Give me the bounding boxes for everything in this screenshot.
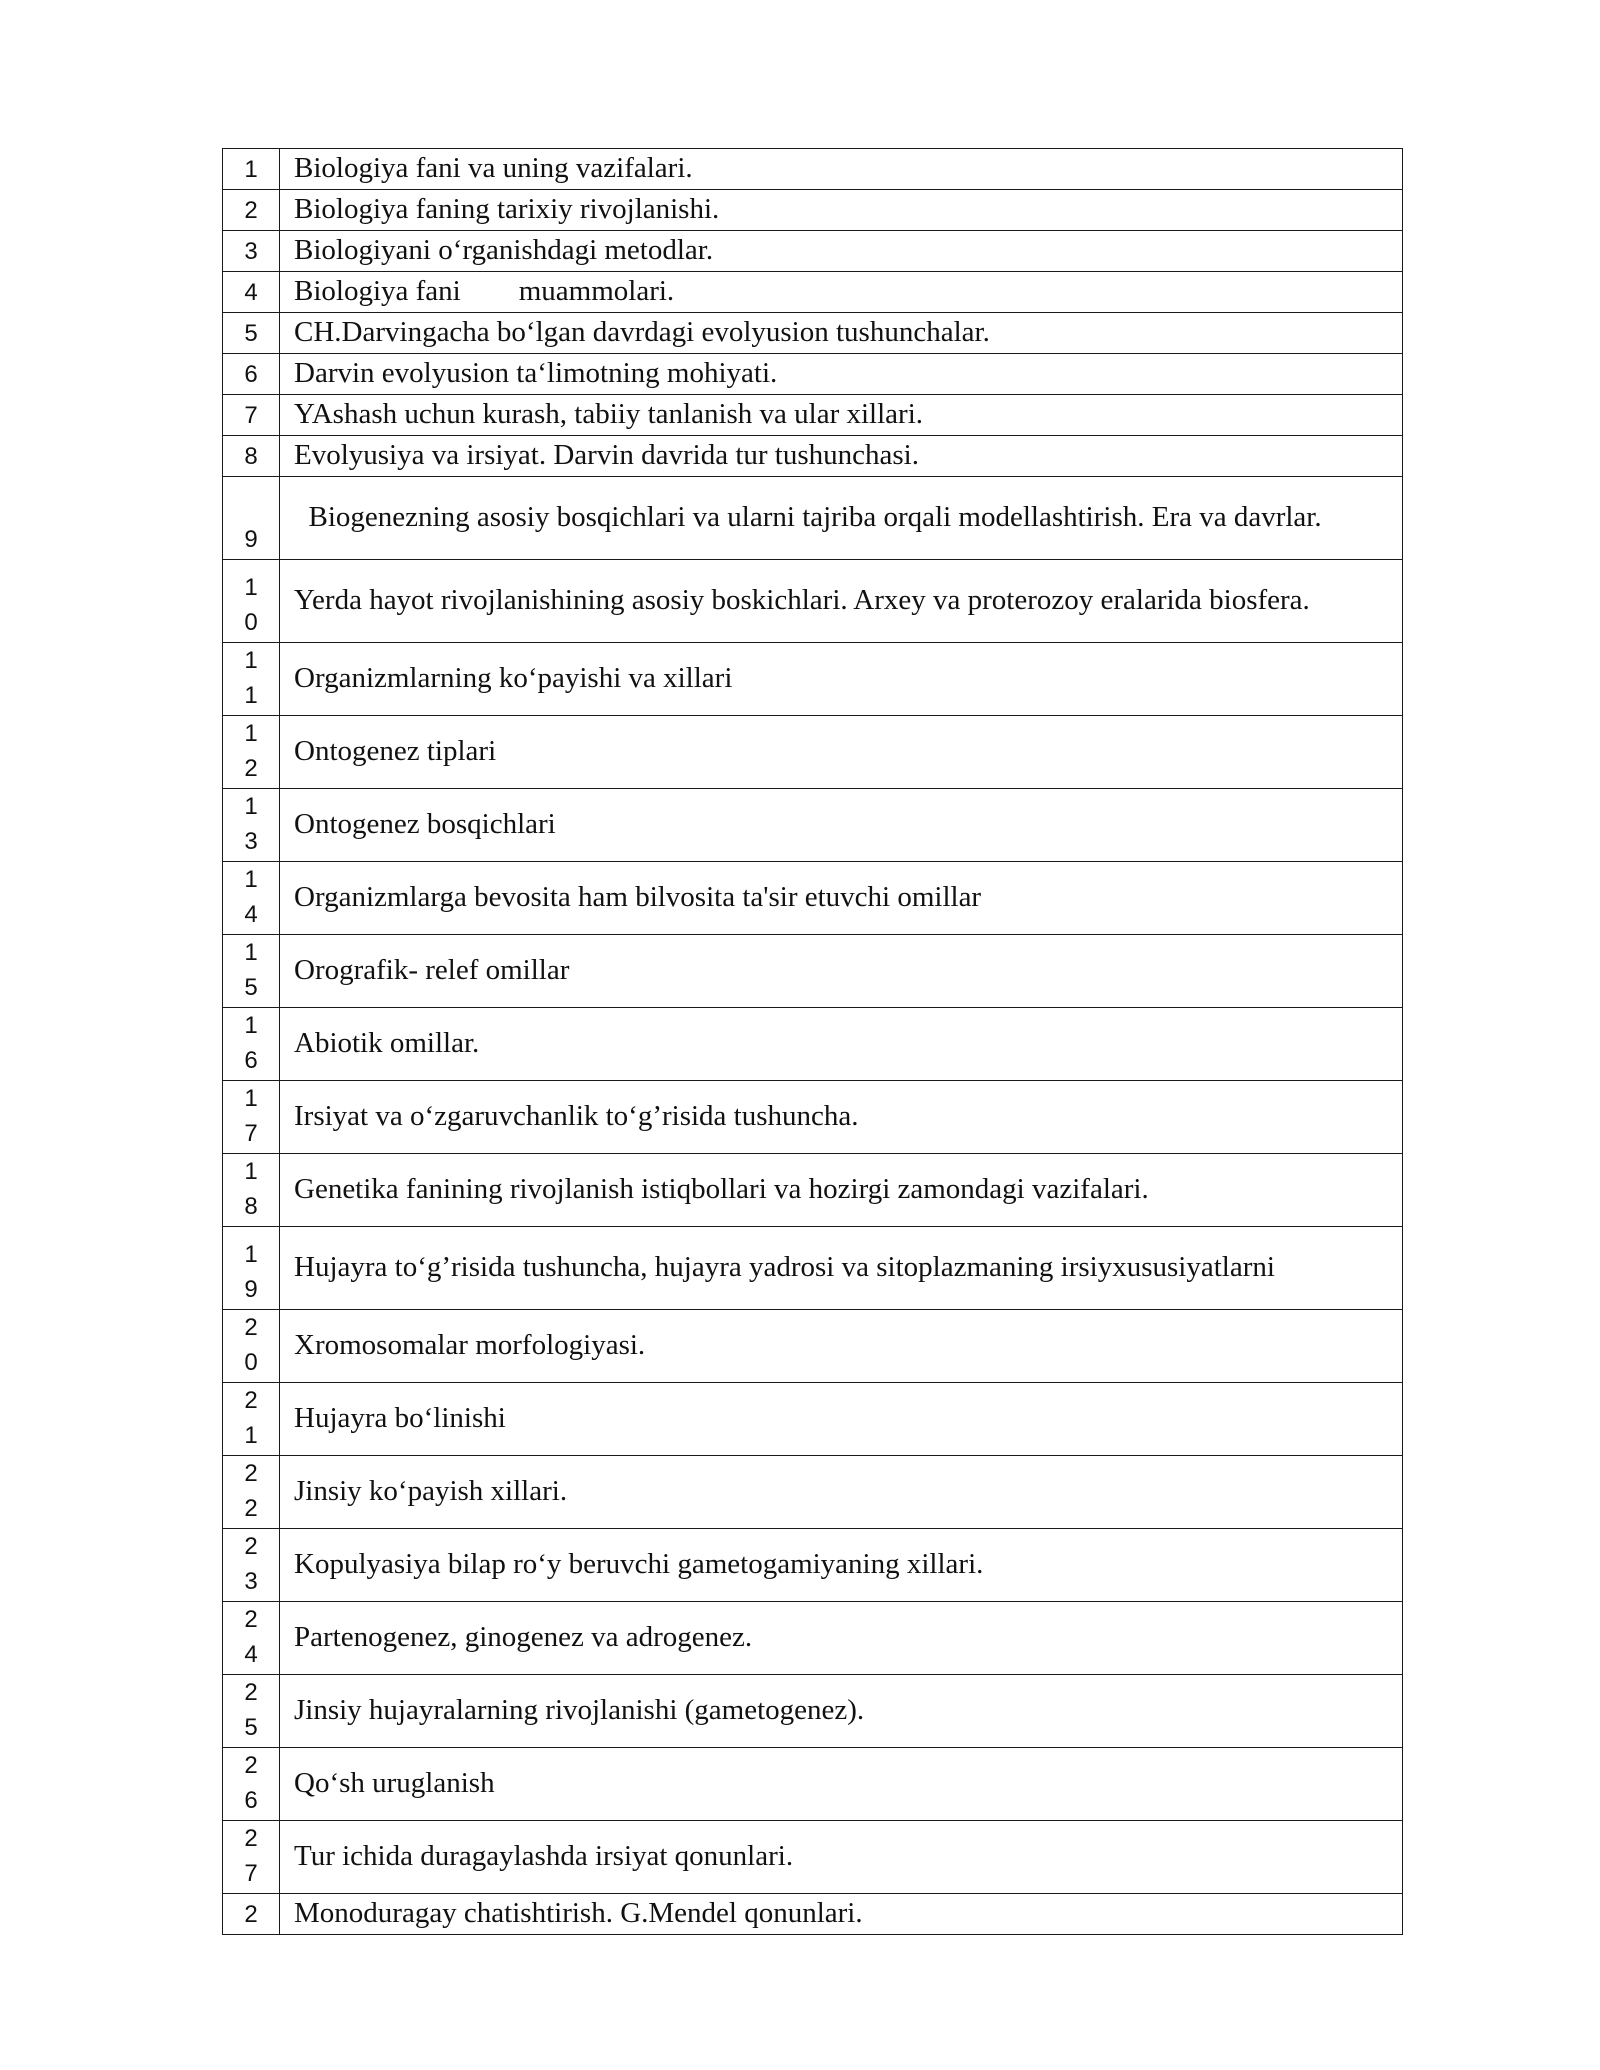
topic-cell: Yerda hayot rivojlanishining asosiy boskichlari. Arxey va proterozoy eralarida biosfera.	[280, 560, 1403, 643]
topic-cell: Abiotik omillar.	[280, 1008, 1403, 1081]
table-row	[223, 1081, 1403, 1154]
row-number-cell	[223, 1310, 280, 1383]
row-number-cell	[223, 935, 280, 1008]
row-number: 26	[244, 1752, 258, 1814]
row-number: 7	[244, 402, 258, 429]
row-number-cell	[223, 789, 280, 862]
topic-cell: Hujayra bo‘linishi	[280, 1383, 1403, 1456]
row-number-cell	[223, 1675, 280, 1748]
table-row	[223, 231, 1403, 272]
table-row	[223, 1383, 1403, 1456]
topic-cell: Organizmlarga bevosita ham bilvosita ta'sir etuvchi omillar	[280, 862, 1403, 935]
row-number-cell	[223, 313, 280, 354]
row-number: 1	[244, 156, 258, 183]
row-number: 9	[244, 526, 258, 553]
table-row	[223, 1602, 1403, 1675]
topic-cell: Biologiya faning tarixiy rivojlanishi.	[280, 190, 1403, 231]
table-row	[223, 789, 1403, 862]
topic-cell: Biologiya fani va uning vazifalari.	[280, 149, 1403, 190]
table-row	[223, 1008, 1403, 1081]
row-number-cell	[223, 862, 280, 935]
topic-cell: Biogenezning asosiy bosqichlari va ularni tajriba orqali modellashtirish. Era va davrlar.	[280, 477, 1403, 560]
table-row	[223, 354, 1403, 395]
row-number: 13	[244, 793, 258, 855]
row-number-cell	[223, 1748, 280, 1821]
table-row	[223, 560, 1403, 643]
row-number-cell	[223, 643, 280, 716]
row-number-cell	[223, 1383, 280, 1456]
table-row	[223, 1310, 1403, 1383]
table-row	[223, 862, 1403, 935]
table-row	[223, 1529, 1403, 1602]
row-number: 3	[244, 238, 258, 265]
row-number: 22	[244, 1460, 258, 1522]
row-number-cell	[223, 477, 280, 560]
topic-cell: Ontogenez bosqichlari	[280, 789, 1403, 862]
topic-cell: Organizmlarning ko‘payishi va xillari	[280, 643, 1403, 716]
row-number: 11	[244, 647, 258, 709]
table-row	[223, 313, 1403, 354]
row-number: 10	[244, 574, 258, 636]
topic-cell: Darvin evolyusion ta‘limotning mohiyati.	[280, 354, 1403, 395]
topic-cell: Kopulyasiya bilap ro‘y beruvchi gametogamiyaning xillari.	[280, 1529, 1403, 1602]
row-number: 18	[244, 1158, 258, 1220]
row-number-cell	[223, 716, 280, 789]
table-row	[223, 395, 1403, 436]
row-number: 19	[244, 1241, 258, 1303]
row-number-cell	[223, 354, 280, 395]
row-number-cell	[223, 395, 280, 436]
row-number-cell	[223, 1456, 280, 1529]
topic-cell: YAshash uchun kurash, tabiiy tanlanish va ular xillari.	[280, 395, 1403, 436]
row-number: 2	[244, 1901, 258, 1928]
table-row	[223, 190, 1403, 231]
row-number: 2	[244, 197, 258, 224]
topic-cell: Orografik- relef omillar	[280, 935, 1403, 1008]
row-number: 5	[244, 320, 258, 347]
topic-cell: Jinsiy hujayralarning rivojlanishi (gametogenez).	[280, 1675, 1403, 1748]
topic-cell: Biologiya fani muammolari.	[280, 272, 1403, 313]
row-number-cell	[223, 1154, 280, 1227]
topic-cell: Tur ichida duragaylashda irsiyat qonunlari.	[280, 1821, 1403, 1894]
table-row	[223, 1456, 1403, 1529]
row-number-cell	[223, 1821, 280, 1894]
row-number: 17	[244, 1085, 258, 1147]
table-row	[223, 1675, 1403, 1748]
table-row	[223, 716, 1403, 789]
table-row	[223, 149, 1403, 190]
row-number: 4	[244, 279, 258, 306]
row-number: 6	[244, 361, 258, 388]
table-row	[223, 1748, 1403, 1821]
table-row	[223, 272, 1403, 313]
table-row	[223, 643, 1403, 716]
row-number: 15	[244, 939, 258, 1001]
row-number: 16	[244, 1012, 258, 1074]
row-number: 23	[244, 1533, 258, 1595]
topic-cell: Genetika fanining rivojlanish istiqbollari va hozirgi zamondagi vazifalari.	[280, 1154, 1403, 1227]
table-row	[223, 436, 1403, 477]
topic-cell: Jinsiy ko‘payish xillari.	[280, 1456, 1403, 1529]
topic-cell: Xromosomalar morfologiyasi.	[280, 1310, 1403, 1383]
topic-cell: Monoduragay chatishtirish. G.Mendel qonunlari.	[280, 1894, 1403, 1935]
topic-cell: Qo‘sh uruglanish	[280, 1748, 1403, 1821]
row-number-cell	[223, 190, 280, 231]
topic-cell: CH.Darvingacha bo‘lgan davrdagi evolyusion tushunchalar.	[280, 313, 1403, 354]
row-number: 20	[244, 1314, 258, 1376]
row-number-cell	[223, 1081, 280, 1154]
table-row	[223, 1154, 1403, 1227]
row-number: 8	[244, 443, 258, 470]
row-number: 14	[244, 866, 258, 928]
row-number-cell	[223, 149, 280, 190]
row-number-cell	[223, 272, 280, 313]
row-number: 21	[244, 1387, 258, 1449]
table-row	[223, 1821, 1403, 1894]
row-number: 25	[244, 1679, 258, 1741]
topic-cell: Biologiyani o‘rganishdagi metodlar.	[280, 231, 1403, 272]
row-number-cell	[223, 1008, 280, 1081]
row-number-cell	[223, 436, 280, 477]
row-number-cell	[223, 231, 280, 272]
table-row	[223, 477, 1403, 560]
row-number-cell	[223, 1602, 280, 1675]
row-number: 12	[244, 720, 258, 782]
topic-cell: Hujayra to‘g’risida tushuncha, hujayra yadrosi va sitoplazmaning irsiyxususiyatlarni	[280, 1227, 1403, 1310]
row-number: 27	[244, 1825, 258, 1887]
topics-table	[222, 148, 1403, 1935]
topic-cell: Partenogenez, ginogenez va adrogenez.	[280, 1602, 1403, 1675]
topic-cell: Ontogenez tiplari	[280, 716, 1403, 789]
table-row	[223, 1894, 1403, 1935]
row-number-cell	[223, 1529, 280, 1602]
topic-cell: Evolyusiya va irsiyat. Darvin davrida tur tushunchasi.	[280, 436, 1403, 477]
topic-cell: Irsiyat va o‘zgaruvchanlik to‘g’risida tushuncha.	[280, 1081, 1403, 1154]
row-number-cell	[223, 1227, 280, 1310]
table-row	[223, 1227, 1403, 1310]
row-number-cell	[223, 560, 280, 643]
table-row	[223, 935, 1403, 1008]
row-number: 24	[244, 1606, 258, 1668]
row-number-cell	[223, 1894, 280, 1935]
